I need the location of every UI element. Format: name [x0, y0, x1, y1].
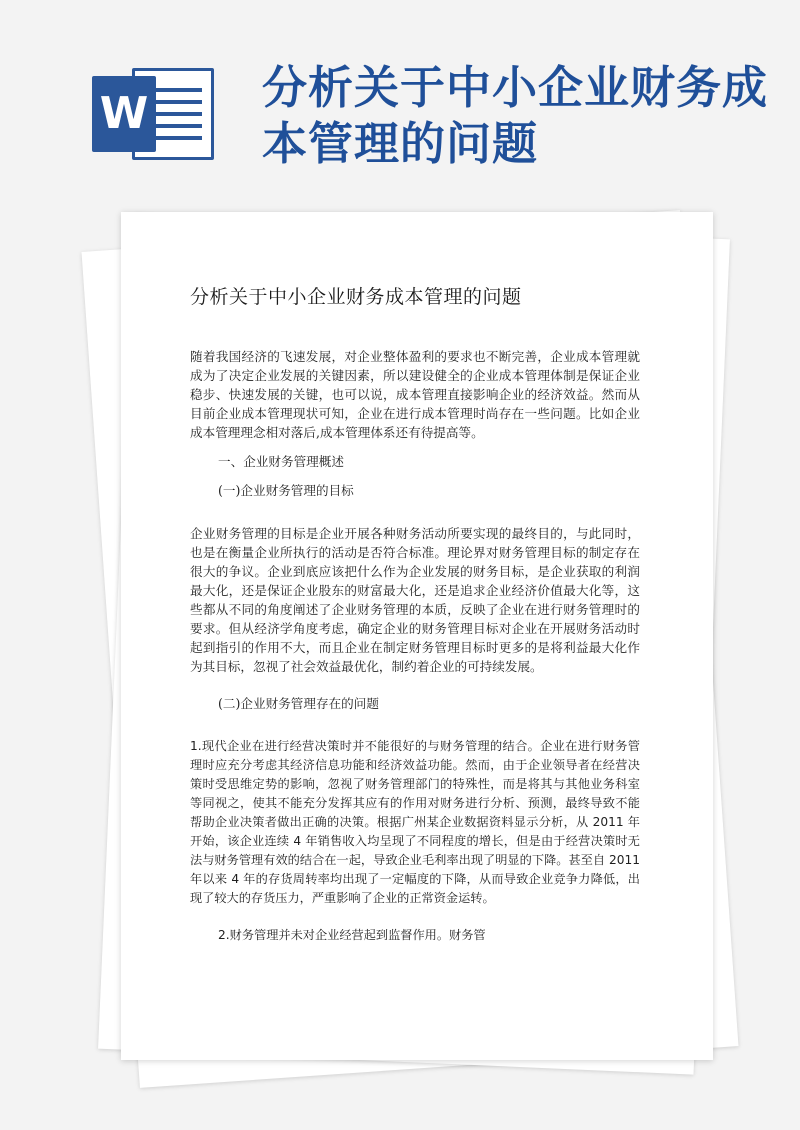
- section-heading: 一、企业财务管理概述: [218, 454, 344, 469]
- word-document-icon: [92, 68, 218, 160]
- subsection-heading: (一)企业财务管理的目标: [218, 483, 354, 498]
- body-paragraph: 1.现代企业在进行经营决策时并不能很好的与财务管理的结合。企业在进行财务管理时应充分考虑其经济信息功能和经济效益功能。然而，由于企业领导者在经营决策时受思维定势的影响，忽视了财务管理部门的特殊性，而是将其与其他业务科室等同视之，使其不能充分发挥其应有的作用对财务进行分析、预测，最终导致不能帮助企业决策者做出正确的决策。根据广州某企业数据资料显示分析，从 2011 年开始，该企业连续 4 年销售收入均呈现了不同程度的增长，但是由于经营决策时无法与财务管理有效的结合在一起，导致企业毛利率出现了明显的下降。甚至自 2011 年以来 4 年的存货周转率均出现了一定幅度的下降，从而导致企业竞争力降低，出现了较大的存货压力，严重影响了企业的正常资金运转。: [190, 739, 640, 905]
- intro-paragraph: 随着我国经济的飞速发展，对企业整体盈利的要求也不断完善，企业成本管理就成为了决定企业发展的关键因素，所以建设健全的企业成本管理体制是保证企业稳步、快速发展的关键，也可以说，成本管理直接影响企业的经济效益。然而从目前企业成本管理现状可知，企业在进行成本管理时尚存在一些问题。比如企业成本管理理念相对落后,成本管理体系还有待提高等。: [190, 349, 640, 440]
- document-page: [121, 212, 713, 1060]
- body-paragraph: 企业财务管理的目标是企业开展各种财务活动所要实现的最终目的，与此同时，也是在衡量企业所执行的活动是否符合标准。理论界对财务管理目标的制定存在很大的争议。企业到底应该把什么作为企业发展的财务目标，是企业获取的利润最大化，还是保证企业股东的财富最大化，还是追求企业经济价值最大化等，这些都从不同的角度阐述了企业财务管理的本质，反映了企业在进行财务管理时的要求。但从经济学角度考虑，确定企业的财务管理目标对企业在开展财务活动时起到指引的作用不大，而且企业在制定财务管理目标时更多的是将利益最大化作为其目标，忽视了社会效益最优化，制约着企业的可持续发展。: [190, 526, 640, 674]
- document-title: 分析关于中小企业财务成本管理的问题: [190, 286, 522, 308]
- banner: [0, 0, 800, 210]
- body-paragraph: 2.财务管理并未对企业经营起到监督作用。财务管: [218, 928, 486, 942]
- word-logo-letter: W: [92, 76, 156, 152]
- document-body: [190, 347, 640, 945]
- banner-title: 分析关于中小企业财务成本管理的问题: [262, 61, 769, 170]
- subsection-heading: (二)企业财务管理存在的问题: [218, 696, 379, 711]
